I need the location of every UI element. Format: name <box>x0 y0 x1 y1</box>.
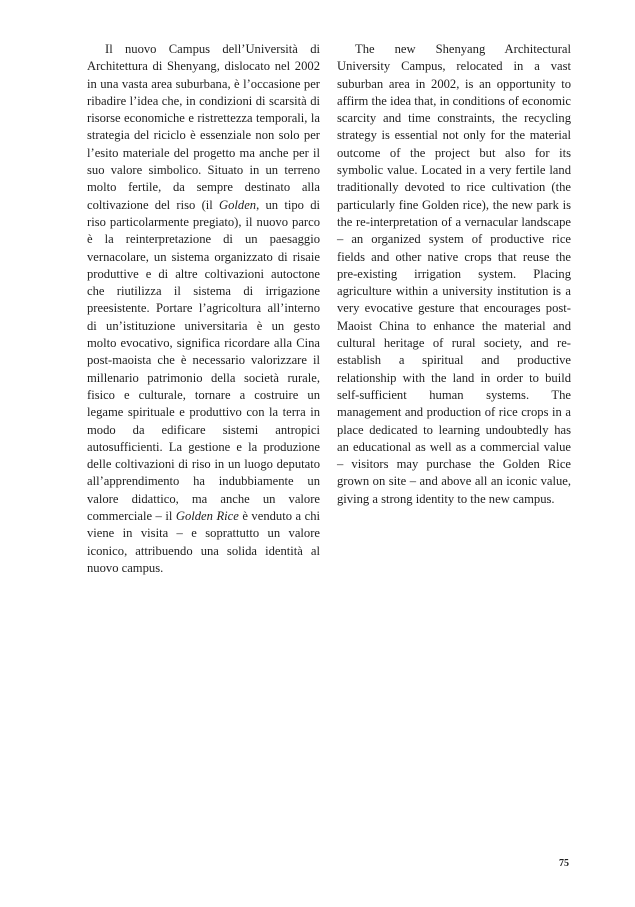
rice-variety-name: Golden Rice <box>175 509 239 524</box>
page-number: 75 <box>559 858 569 869</box>
rice-variety-name: Golden <box>219 197 257 212</box>
english-text-column <box>337 41 571 508</box>
italian-paragraph: Il nuovo Campus dell’Università di Architettura di Shenyang, dislocato nel 2002 in una vasta area suburbana, è l’occasione per ribadire l’idea che, in condizioni di scarsità di risorse economiche e ristrettezza temporali, la strategia del riciclo è essenziale non solo per l’esito materiale del progetto ma anche per il suo valore simbolico. Situato in un terreno molto fertile, da sempre destinato alla coltivazione del riso (il Golden, un tipo di riso particolarmente pregiato), il nuovo parco è la reinterpretazione di un paesaggio vernacolare, un sistema organizzato di risaie produttive e di altre coltivazioni autoctone che riutilizza il sistema di irrigazione preesistente. Portare l’agricoltura all’interno di un’istituzione universitaria è un gesto molto evocativo, significa ricordare alla Cina post-maoista che è necessario valorizzare il millenario patrimonio della società rurale, fisico e culturale, tornare a costruire un legame spirituale e produttivo con la terra in modo da edificare sistemi antropici autosufficienti. La gestione e la produzione delle coltivazioni di riso in un luogo deputato all’apprendimento ha indubbiamente un valore didattico, ma anche un valore commerciale – il Golden Rice è venduto a chi viene in visita – e soprattutto un valore iconico, attribuendo una solida identità al nuovo campus. <box>87 42 321 575</box>
italian-text-column <box>87 41 320 577</box>
english-paragraph: The new Shenyang Architectural University Campus, relocated in a vast suburban area in 2002, is an opportunity to affirm the idea that, in conditions of economic scarcity and time constraints, the recycling strategy is essential not only for the material outcome of the project but also for its symbolic value. Located in a very fertile land traditionally devoted to rice cultivation (the particularly fine Golden rice), the new park is the re-interpretation of a vernacular landscape – an organized system of productive rice fields and other native crops that reuse the pre-existing irrigation system. Placing agriculture within a university institution is a very evocative gesture that encourages post-Maoist China to enhance the material and cultural heritage of rural society, and re-establish a spiritual and productive relationship with the land in order to build self-sufficient human systems. The management and production of rice crops in a place dedicated to learning undoubtedly has an educational as well as a commercial value – visitors may purchase the Golden Rice grown on site – and above all an iconic value, giving a strong identity to the new campus. <box>337 42 571 506</box>
